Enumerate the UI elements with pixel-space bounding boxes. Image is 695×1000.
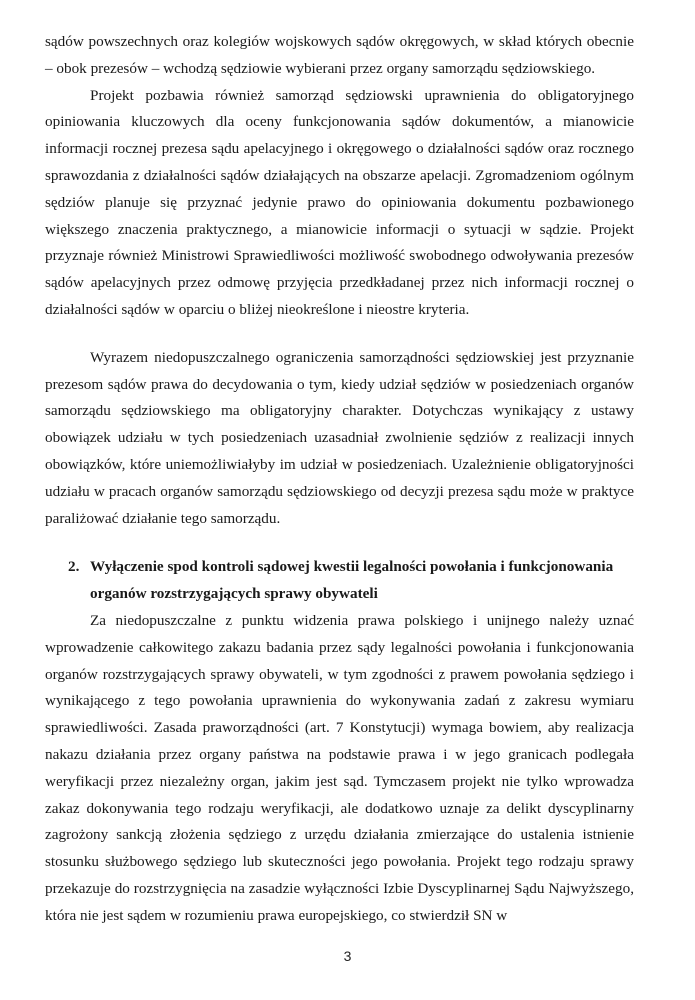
paragraph-limitation-of-self-government: Wyrazem niedopuszczalnego ograniczenia samorządności sędziowskiej jest przyznanie prezesom sądów prawa do decydowania o tym, kiedy udział sędziów w posiedzeniach organów samorządu sędziowskiego ma obligatoryjny charakter. Dotychczas wynikający z ustawy obowiązek udziału w tych posiedzeniach uzasadniał zwolnienie sędziów z realizacji innych obowiązków, które uniemożliwiałyby im udział w posiedzeniach. Uzależnienie obligatoryjności udziału w pracach organów samorządu sędziowskiego od decyzji prezesa sądu może w praktyce paraliżować działanie tego samorządu. bbox=[45, 348, 634, 527]
paragraph-spacer bbox=[45, 532, 634, 554]
section-heading-number: 2. bbox=[68, 558, 80, 576]
paragraph-spacer bbox=[45, 324, 634, 345]
paragraph-continuation: sądów powszechnych oraz kolegiów wojskowych sądów okręgowych, w skład których obecnie – obok prezesów – wchodzą sędziowie wybierani przez organy samorządu sędziowskiego. bbox=[45, 33, 634, 77]
paragraph-judicial-self-government-opinions: Projekt pozbawia również samorząd sędziowski uprawnienia do obligatoryjnego opiniowania kluczowych dla oceny funkcjonowania sądów dokumentów, a mianowicie informacji rocznej prezesa sądu apelacyjnego i okręgowego o działalności sądów oraz rocznego sprawozdania z działalności sądów działających na obszarze apelacji. Zgromadzeniom ogólnym sędziów planuje się przyznać jedynie prawo do opiniowania dokumentu pozbawionego większego znaczenia praktycznego, a mianowicie informacji o sytuacji w sądzie. Projekt przyznaje również Ministrowi Sprawiedliwości możliwość swobodnego odwoływania prezesów sądów apelacyjnych przez odmowę przyjęcia przedkładanej przez nich informacji rocznej o działalności sądów w oparciu o bliżej nieokreślone i nieostre kryteria. bbox=[45, 86, 634, 318]
section-heading-text: Wyłączenie spod kontroli sądowej kwestii legalności powołania i funkcjonowania organów rozstrzygających sprawy obywateli bbox=[90, 558, 614, 603]
paragraph-judicial-review-ban: Za niedopuszczalne z punktu widzenia prawa polskiego i unijnego należy uznać wprowadzenie całkowitego zakazu badania przez sądy legalności powołania i funkcjonowania organów rozstrzygających sprawy obywateli, w tym zgodności z prawem powołania sędziego i wynikającego z tego powołania uprawnienia do wykonywania zadań z zakresu wymiaru sprawiedliwości. Zasada praworządności (art. 7 Konstytucji) wymaga bowiem, aby realizacja nakazu działania przez organy państwa na podstawie prawa i w jego granicach podlegała weryfikacji przez niezależny organ, jakim jest sąd. Tymczasem projekt nie tylko wprowadza zakaz dokonywania tego rodzaju weryfikacji, ale dodatkowo uznaje za delikt dyscyplinarny zagrożony sankcją złożenia sędziego z urzędu działania zmierzające do ustalenia istnienie stosunku służbowego sędziego lub skuteczności jego powołania. Projekt tego rodzaju sprawy przekazuje do rozstrzygnięcia na zasadzie wyłączności Izbie Dyscyplinarnej Sądu Najwyższego, która nie jest sądem w rozumieniu prawa europejskiego, co stwierdził SN w bbox=[45, 611, 634, 924]
section-heading bbox=[45, 554, 634, 608]
document-page bbox=[45, 29, 634, 930]
page-number: 3 bbox=[343, 948, 352, 964]
